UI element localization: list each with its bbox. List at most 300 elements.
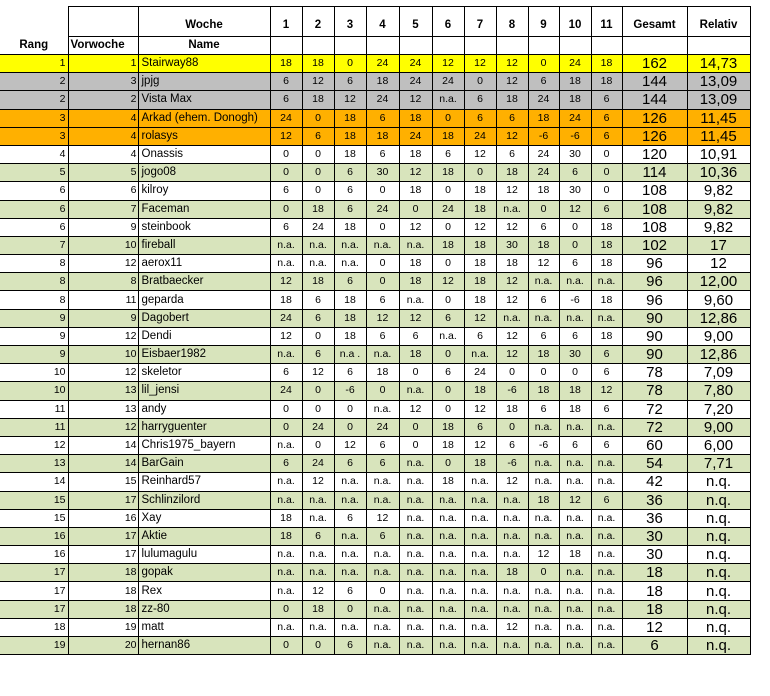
week-8-cell[interactable]: 12 bbox=[496, 346, 528, 364]
week-8-cell[interactable]: 12 bbox=[496, 618, 528, 636]
week-6-cell[interactable]: n.a. bbox=[432, 527, 464, 545]
table-row[interactable] bbox=[0, 455, 750, 473]
week-5-cell[interactable]: 0 bbox=[399, 200, 432, 218]
week-8-cell[interactable]: 12 bbox=[496, 473, 528, 491]
week-1-cell[interactable]: n.a. bbox=[270, 491, 302, 509]
week-2-cell[interactable]: 12 bbox=[302, 582, 334, 600]
relative-cell[interactable]: n.q. bbox=[687, 546, 750, 564]
week-6-cell[interactable]: 6 bbox=[432, 145, 464, 163]
week-10-cell[interactable]: n.a. bbox=[559, 527, 591, 545]
week-4-cell[interactable]: 6 bbox=[366, 436, 399, 454]
week-4-cell[interactable]: n.a. bbox=[366, 491, 399, 509]
week-7-cell[interactable]: 18 bbox=[464, 382, 496, 400]
week-6-cell[interactable]: 0 bbox=[432, 291, 464, 309]
week-4-cell[interactable]: 30 bbox=[366, 164, 399, 182]
total-cell[interactable]: 96 bbox=[622, 273, 687, 291]
week-2-cell[interactable]: 0 bbox=[302, 382, 334, 400]
relative-cell[interactable]: 7,09 bbox=[687, 364, 750, 382]
week-3-cell[interactable]: 0 bbox=[334, 400, 366, 418]
week-5-cell[interactable]: n.a. bbox=[399, 582, 432, 600]
week-7-cell[interactable]: 12 bbox=[464, 436, 496, 454]
relative-cell[interactable]: 12 bbox=[687, 255, 750, 273]
week-6-cell[interactable]: 0 bbox=[432, 255, 464, 273]
relative-cell[interactable]: 12,86 bbox=[687, 309, 750, 327]
week-1-cell[interactable]: 24 bbox=[270, 109, 302, 127]
table-row[interactable] bbox=[0, 164, 750, 182]
week-4-cell[interactable]: 6 bbox=[366, 109, 399, 127]
week-2-cell[interactable]: 18 bbox=[302, 91, 334, 109]
week-10-cell[interactable]: 30 bbox=[559, 145, 591, 163]
week-9-cell[interactable]: n.a. bbox=[528, 273, 559, 291]
week-8-cell[interactable]: 6 bbox=[496, 145, 528, 163]
week-6-cell[interactable]: 18 bbox=[432, 127, 464, 145]
week-7-cell[interactable]: 18 bbox=[464, 182, 496, 200]
previous-week-cell[interactable]: 19 bbox=[68, 618, 138, 636]
week-7-cell[interactable]: 12 bbox=[464, 55, 496, 73]
relative-cell[interactable]: n.q. bbox=[687, 491, 750, 509]
previous-week-cell[interactable]: 10 bbox=[68, 346, 138, 364]
week-6-cell[interactable]: 6 bbox=[432, 364, 464, 382]
week-11-cell[interactable]: 6 bbox=[591, 491, 622, 509]
previous-week-cell[interactable]: 11 bbox=[68, 291, 138, 309]
week-9-cell[interactable]: 18 bbox=[528, 382, 559, 400]
player-name-cell[interactable]: Vista Max bbox=[138, 91, 270, 109]
week-11-cell[interactable]: 6 bbox=[591, 436, 622, 454]
week-1-cell[interactable]: 18 bbox=[270, 527, 302, 545]
week-5-cell[interactable]: n.a. bbox=[399, 546, 432, 564]
week-9-cell[interactable]: n.a. bbox=[528, 527, 559, 545]
week-6-cell[interactable]: 0 bbox=[432, 346, 464, 364]
week-1-cell[interactable]: n.a. bbox=[270, 236, 302, 254]
week-3-cell[interactable]: 0 bbox=[334, 418, 366, 436]
week-6-cell[interactable]: 24 bbox=[432, 200, 464, 218]
rank-cell[interactable]: 2 bbox=[0, 73, 68, 91]
week-9-cell[interactable]: n.a. bbox=[528, 455, 559, 473]
week-10-cell[interactable]: 6 bbox=[559, 164, 591, 182]
week-2-cell[interactable]: 6 bbox=[302, 291, 334, 309]
week-3-cell[interactable]: 6 bbox=[334, 73, 366, 91]
week-7-cell[interactable]: n.a. bbox=[464, 600, 496, 618]
week-1-cell[interactable]: 6 bbox=[270, 91, 302, 109]
week-7-cell[interactable]: 6 bbox=[464, 418, 496, 436]
week-1-cell[interactable]: 6 bbox=[270, 182, 302, 200]
player-name-cell[interactable]: Bratbaecker bbox=[138, 273, 270, 291]
week-11-cell[interactable]: n.a. bbox=[591, 600, 622, 618]
previous-week-cell[interactable]: 4 bbox=[68, 145, 138, 163]
rank-cell[interactable]: 10 bbox=[0, 382, 68, 400]
week-9-cell[interactable]: n.a. bbox=[528, 473, 559, 491]
week-5-cell[interactable]: 18 bbox=[399, 273, 432, 291]
rank-cell[interactable]: 5 bbox=[0, 164, 68, 182]
relative-cell[interactable]: 6,00 bbox=[687, 436, 750, 454]
week-3-cell[interactable]: 18 bbox=[334, 109, 366, 127]
week-11-cell[interactable]: n.a. bbox=[591, 273, 622, 291]
week-2-cell[interactable]: n.a. bbox=[302, 236, 334, 254]
previous-week-cell[interactable]: 12 bbox=[68, 364, 138, 382]
week-11-cell[interactable]: n.a. bbox=[591, 418, 622, 436]
table-row[interactable] bbox=[0, 55, 750, 73]
week-6-cell[interactable]: n.a. bbox=[432, 546, 464, 564]
week-6-cell[interactable]: 0 bbox=[432, 182, 464, 200]
week-6-cell[interactable]: 0 bbox=[432, 455, 464, 473]
week-5-cell[interactable]: 0 bbox=[399, 364, 432, 382]
week-3-cell[interactable]: n.a. bbox=[334, 564, 366, 582]
week-10-cell[interactable]: 18 bbox=[559, 400, 591, 418]
total-cell[interactable]: 126 bbox=[622, 127, 687, 145]
week-3-cell[interactable]: 6 bbox=[334, 164, 366, 182]
week-10-cell[interactable]: 6 bbox=[559, 255, 591, 273]
total-cell[interactable]: 30 bbox=[622, 546, 687, 564]
player-name-cell[interactable]: Dendi bbox=[138, 327, 270, 345]
week-3-cell[interactable]: 6 bbox=[334, 200, 366, 218]
total-cell[interactable]: 72 bbox=[622, 400, 687, 418]
week-8-cell[interactable]: 18 bbox=[496, 91, 528, 109]
rank-cell[interactable]: 16 bbox=[0, 546, 68, 564]
table-row[interactable] bbox=[0, 637, 750, 655]
week-4-cell[interactable]: n.a. bbox=[366, 564, 399, 582]
player-name-cell[interactable]: hernan86 bbox=[138, 637, 270, 655]
week-2-cell[interactable]: 0 bbox=[302, 327, 334, 345]
week-11-cell[interactable]: n.a. bbox=[591, 527, 622, 545]
week-4-cell[interactable]: 0 bbox=[366, 255, 399, 273]
week-11-cell[interactable]: 18 bbox=[591, 218, 622, 236]
previous-week-cell[interactable]: 6 bbox=[68, 182, 138, 200]
week-1-cell[interactable]: 0 bbox=[270, 200, 302, 218]
week-10-cell[interactable]: n.a. bbox=[559, 509, 591, 527]
week-1-cell[interactable]: 0 bbox=[270, 164, 302, 182]
week-3-cell[interactable]: 18 bbox=[334, 291, 366, 309]
total-cell[interactable]: 114 bbox=[622, 164, 687, 182]
total-cell[interactable]: 36 bbox=[622, 491, 687, 509]
week-7-cell[interactable]: 18 bbox=[464, 455, 496, 473]
week-2-cell[interactable]: 0 bbox=[302, 436, 334, 454]
total-cell[interactable]: 96 bbox=[622, 255, 687, 273]
total-cell[interactable]: 108 bbox=[622, 200, 687, 218]
week-2-cell[interactable]: n.a. bbox=[302, 546, 334, 564]
player-name-cell[interactable]: gopak bbox=[138, 564, 270, 582]
week-4-cell[interactable]: 6 bbox=[366, 327, 399, 345]
total-cell[interactable]: 90 bbox=[622, 327, 687, 345]
week-9-cell[interactable]: 24 bbox=[528, 145, 559, 163]
table-row[interactable] bbox=[0, 91, 750, 109]
week-5-cell[interactable]: n.a. bbox=[399, 564, 432, 582]
week-10-cell[interactable]: n.a. bbox=[559, 582, 591, 600]
relative-cell[interactable]: 7,71 bbox=[687, 455, 750, 473]
rank-cell[interactable]: 14 bbox=[0, 473, 68, 491]
week-1-cell[interactable]: 24 bbox=[270, 382, 302, 400]
week-5-cell[interactable]: n.a. bbox=[399, 382, 432, 400]
week-3-cell[interactable]: 18 bbox=[334, 327, 366, 345]
week-1-cell[interactable]: 0 bbox=[270, 145, 302, 163]
week-9-cell[interactable]: n.a. bbox=[528, 618, 559, 636]
week-10-cell[interactable]: n.a. bbox=[559, 473, 591, 491]
relative-cell[interactable]: 10,91 bbox=[687, 145, 750, 163]
week-5-cell[interactable]: 18 bbox=[399, 346, 432, 364]
week-2-cell[interactable]: n.a. bbox=[302, 618, 334, 636]
week-11-cell[interactable]: 6 bbox=[591, 91, 622, 109]
total-cell[interactable]: 60 bbox=[622, 436, 687, 454]
player-name-cell[interactable]: andy bbox=[138, 400, 270, 418]
week-10-cell[interactable]: 18 bbox=[559, 546, 591, 564]
week-6-cell[interactable]: n.a. bbox=[432, 509, 464, 527]
week-3-cell[interactable]: n.a. bbox=[334, 618, 366, 636]
previous-week-cell[interactable]: 17 bbox=[68, 491, 138, 509]
table-row[interactable] bbox=[0, 418, 750, 436]
week-10-cell[interactable]: 24 bbox=[559, 55, 591, 73]
week-5-cell[interactable]: n.a. bbox=[399, 618, 432, 636]
week-8-cell[interactable]: 6 bbox=[496, 436, 528, 454]
week-4-cell[interactable]: 6 bbox=[366, 527, 399, 545]
total-cell[interactable]: 96 bbox=[622, 291, 687, 309]
week-6-cell[interactable]: 12 bbox=[432, 55, 464, 73]
week-1-cell[interactable]: 0 bbox=[270, 418, 302, 436]
week-11-cell[interactable]: 0 bbox=[591, 145, 622, 163]
week-9-cell[interactable]: 6 bbox=[528, 327, 559, 345]
rank-cell[interactable]: 17 bbox=[0, 600, 68, 618]
total-cell[interactable]: 30 bbox=[622, 527, 687, 545]
week-7-cell[interactable]: 18 bbox=[464, 291, 496, 309]
week-4-cell[interactable]: 0 bbox=[366, 382, 399, 400]
table-row[interactable] bbox=[0, 491, 750, 509]
week-8-cell[interactable]: 12 bbox=[496, 127, 528, 145]
week-1-cell[interactable]: n.a. bbox=[270, 582, 302, 600]
week-8-cell[interactable]: n.a. bbox=[496, 546, 528, 564]
week-4-cell[interactable]: 6 bbox=[366, 455, 399, 473]
week-4-cell[interactable]: 6 bbox=[366, 291, 399, 309]
week-7-cell[interactable]: n.a. bbox=[464, 637, 496, 655]
week-9-cell[interactable]: -6 bbox=[528, 436, 559, 454]
week-8-cell[interactable]: n.a. bbox=[496, 527, 528, 545]
week-9-cell[interactable]: 12 bbox=[528, 546, 559, 564]
week-8-cell[interactable]: 12 bbox=[496, 55, 528, 73]
week-11-cell[interactable]: 12 bbox=[591, 382, 622, 400]
week-5-cell[interactable]: 0 bbox=[399, 418, 432, 436]
week-9-cell[interactable]: 6 bbox=[528, 218, 559, 236]
week-11-cell[interactable]: 0 bbox=[591, 182, 622, 200]
relative-cell[interactable]: 14,73 bbox=[687, 55, 750, 73]
week-7-cell[interactable]: 0 bbox=[464, 164, 496, 182]
previous-week-cell[interactable]: 2 bbox=[68, 91, 138, 109]
week-8-cell[interactable]: n.a. bbox=[496, 582, 528, 600]
week-1-cell[interactable]: n.a. bbox=[270, 546, 302, 564]
week-2-cell[interactable]: 24 bbox=[302, 218, 334, 236]
previous-week-cell[interactable]: 20 bbox=[68, 637, 138, 655]
week-2-cell[interactable]: 0 bbox=[302, 164, 334, 182]
relative-cell[interactable]: 10,36 bbox=[687, 164, 750, 182]
previous-week-cell[interactable]: 1 bbox=[68, 55, 138, 73]
week-2-cell[interactable]: 0 bbox=[302, 637, 334, 655]
rank-cell[interactable]: 3 bbox=[0, 127, 68, 145]
previous-week-cell[interactable]: 12 bbox=[68, 255, 138, 273]
week-7-cell[interactable]: n.a. bbox=[464, 527, 496, 545]
week-11-cell[interactable]: 6 bbox=[591, 127, 622, 145]
week-9-cell[interactable]: 0 bbox=[528, 55, 559, 73]
week-5-cell[interactable]: 18 bbox=[399, 255, 432, 273]
previous-week-cell[interactable]: 17 bbox=[68, 546, 138, 564]
rank-cell[interactable]: 1 bbox=[0, 55, 68, 73]
week-3-cell[interactable]: n.a. bbox=[334, 491, 366, 509]
week-7-cell[interactable]: 12 bbox=[464, 400, 496, 418]
week-8-cell[interactable]: 18 bbox=[496, 255, 528, 273]
week-3-cell[interactable]: n.a. bbox=[334, 546, 366, 564]
week-11-cell[interactable]: 6 bbox=[591, 364, 622, 382]
previous-week-cell[interactable]: 3 bbox=[68, 73, 138, 91]
week-10-cell[interactable]: 12 bbox=[559, 200, 591, 218]
week-5-cell[interactable]: n.a. bbox=[399, 473, 432, 491]
table-row[interactable] bbox=[0, 346, 750, 364]
table-row[interactable] bbox=[0, 364, 750, 382]
week-3-cell[interactable]: 6 bbox=[334, 455, 366, 473]
week-9-cell[interactable]: n.a. bbox=[528, 600, 559, 618]
week-9-cell[interactable]: 12 bbox=[528, 255, 559, 273]
player-name-cell[interactable]: rolasys bbox=[138, 127, 270, 145]
rank-cell[interactable]: 9 bbox=[0, 327, 68, 345]
table-row[interactable] bbox=[0, 200, 750, 218]
player-name-cell[interactable]: aerox11 bbox=[138, 255, 270, 273]
table-row[interactable] bbox=[0, 327, 750, 345]
week-2-cell[interactable]: 0 bbox=[302, 182, 334, 200]
week-10-cell[interactable]: -6 bbox=[559, 127, 591, 145]
week-4-cell[interactable]: 6 bbox=[366, 145, 399, 163]
week-10-cell[interactable]: 30 bbox=[559, 182, 591, 200]
rank-cell[interactable]: 15 bbox=[0, 491, 68, 509]
week-7-cell[interactable]: n.a. bbox=[464, 509, 496, 527]
week-9-cell[interactable]: 0 bbox=[528, 200, 559, 218]
week-7-cell[interactable]: 18 bbox=[464, 200, 496, 218]
table-row[interactable] bbox=[0, 527, 750, 545]
relative-cell[interactable]: 9,82 bbox=[687, 182, 750, 200]
week-10-cell[interactable]: 6 bbox=[559, 436, 591, 454]
week-8-cell[interactable]: 0 bbox=[496, 418, 528, 436]
week-3-cell[interactable]: 6 bbox=[334, 637, 366, 655]
previous-week-cell[interactable]: 9 bbox=[68, 218, 138, 236]
total-cell[interactable]: 12 bbox=[622, 618, 687, 636]
week-9-cell[interactable]: 0 bbox=[528, 564, 559, 582]
week-8-cell[interactable]: 12 bbox=[496, 327, 528, 345]
week-4-cell[interactable]: 18 bbox=[366, 127, 399, 145]
week-7-cell[interactable]: n.a. bbox=[464, 564, 496, 582]
week-6-cell[interactable]: 18 bbox=[432, 418, 464, 436]
week-3-cell[interactable]: n.a. bbox=[334, 236, 366, 254]
week-11-cell[interactable]: n.a. bbox=[591, 455, 622, 473]
week-9-cell[interactable]: 18 bbox=[528, 182, 559, 200]
week-8-cell[interactable]: 12 bbox=[496, 73, 528, 91]
week-4-cell[interactable]: 24 bbox=[366, 200, 399, 218]
week-8-cell[interactable]: n.a. bbox=[496, 200, 528, 218]
week-3-cell[interactable]: 6 bbox=[334, 273, 366, 291]
relative-cell[interactable]: n.q. bbox=[687, 564, 750, 582]
player-name-cell[interactable]: lulumagulu bbox=[138, 546, 270, 564]
player-name-cell[interactable]: Xay bbox=[138, 509, 270, 527]
week-3-cell[interactable]: -6 bbox=[334, 382, 366, 400]
week-5-cell[interactable]: 24 bbox=[399, 127, 432, 145]
week-6-cell[interactable]: n.a. bbox=[432, 637, 464, 655]
player-name-cell[interactable]: skeletor bbox=[138, 364, 270, 382]
week-1-cell[interactable]: n.a. bbox=[270, 473, 302, 491]
week-7-cell[interactable]: 6 bbox=[464, 91, 496, 109]
week-4-cell[interactable]: n.a. bbox=[366, 346, 399, 364]
week-10-cell[interactable]: 0 bbox=[559, 364, 591, 382]
week-10-cell[interactable]: n.a. bbox=[559, 564, 591, 582]
week-10-cell[interactable]: n.a. bbox=[559, 637, 591, 655]
relative-cell[interactable]: 11,45 bbox=[687, 127, 750, 145]
week-3-cell[interactable]: n.a. bbox=[334, 527, 366, 545]
week-8-cell[interactable]: 12 bbox=[496, 182, 528, 200]
week-8-cell[interactable]: n.a. bbox=[496, 637, 528, 655]
week-3-cell[interactable]: n.a. bbox=[334, 473, 366, 491]
player-name-cell[interactable]: Rex bbox=[138, 582, 270, 600]
week-2-cell[interactable]: 0 bbox=[302, 109, 334, 127]
week-1-cell[interactable]: 12 bbox=[270, 273, 302, 291]
week-11-cell[interactable]: 6 bbox=[591, 109, 622, 127]
table-row[interactable] bbox=[0, 218, 750, 236]
week-5-cell[interactable]: 12 bbox=[399, 400, 432, 418]
week-8-cell[interactable]: n.a. bbox=[496, 309, 528, 327]
week-1-cell[interactable]: n.a. bbox=[270, 346, 302, 364]
week-10-cell[interactable]: n.a. bbox=[559, 455, 591, 473]
rank-cell[interactable]: 15 bbox=[0, 509, 68, 527]
week-8-cell[interactable]: 18 bbox=[496, 164, 528, 182]
player-name-cell[interactable]: lil_jensi bbox=[138, 382, 270, 400]
previous-week-cell[interactable]: 4 bbox=[68, 127, 138, 145]
total-cell[interactable]: 54 bbox=[622, 455, 687, 473]
week-11-cell[interactable]: 18 bbox=[591, 291, 622, 309]
week-1-cell[interactable]: 6 bbox=[270, 455, 302, 473]
previous-week-cell[interactable]: 15 bbox=[68, 473, 138, 491]
week-5-cell[interactable]: n.a. bbox=[399, 637, 432, 655]
week-8-cell[interactable]: n.a. bbox=[496, 600, 528, 618]
week-6-cell[interactable]: 18 bbox=[432, 236, 464, 254]
week-8-cell[interactable]: -6 bbox=[496, 455, 528, 473]
total-cell[interactable]: 162 bbox=[622, 55, 687, 73]
week-5-cell[interactable]: 12 bbox=[399, 218, 432, 236]
week-6-cell[interactable]: 18 bbox=[432, 473, 464, 491]
relative-cell[interactable]: n.q. bbox=[687, 527, 750, 545]
week-2-cell[interactable]: 18 bbox=[302, 55, 334, 73]
week-5-cell[interactable]: n.a. bbox=[399, 600, 432, 618]
week-3-cell[interactable]: n.a . bbox=[334, 346, 366, 364]
week-11-cell[interactable]: n.a. bbox=[591, 473, 622, 491]
relative-cell[interactable]: 9,82 bbox=[687, 200, 750, 218]
week-4-cell[interactable]: n.a. bbox=[366, 618, 399, 636]
week-1-cell[interactable]: 18 bbox=[270, 509, 302, 527]
week-4-cell[interactable]: 12 bbox=[366, 509, 399, 527]
week-11-cell[interactable]: n.a. bbox=[591, 309, 622, 327]
rank-cell[interactable]: 18 bbox=[0, 618, 68, 636]
week-2-cell[interactable]: n.a. bbox=[302, 509, 334, 527]
previous-week-cell[interactable]: 13 bbox=[68, 400, 138, 418]
relative-cell[interactable]: 9,82 bbox=[687, 218, 750, 236]
week-9-cell[interactable]: 6 bbox=[528, 73, 559, 91]
week-6-cell[interactable]: n.a. bbox=[432, 327, 464, 345]
week-3-cell[interactable]: 6 bbox=[334, 509, 366, 527]
week-10-cell[interactable]: 30 bbox=[559, 346, 591, 364]
table-row[interactable] bbox=[0, 145, 750, 163]
week-3-cell[interactable]: 12 bbox=[334, 91, 366, 109]
week-10-cell[interactable]: 0 bbox=[559, 236, 591, 254]
week-3-cell[interactable]: n.a. bbox=[334, 255, 366, 273]
table-row[interactable] bbox=[0, 473, 750, 491]
total-cell[interactable]: 78 bbox=[622, 364, 687, 382]
week-6-cell[interactable]: n.a. bbox=[432, 491, 464, 509]
week-7-cell[interactable]: n.a. bbox=[464, 473, 496, 491]
week-2-cell[interactable]: n.a. bbox=[302, 255, 334, 273]
week-4-cell[interactable]: 0 bbox=[366, 218, 399, 236]
rank-cell[interactable]: 17 bbox=[0, 564, 68, 582]
previous-week-cell[interactable]: 18 bbox=[68, 582, 138, 600]
player-name-cell[interactable]: fireball bbox=[138, 236, 270, 254]
previous-week-cell[interactable]: 7 bbox=[68, 200, 138, 218]
